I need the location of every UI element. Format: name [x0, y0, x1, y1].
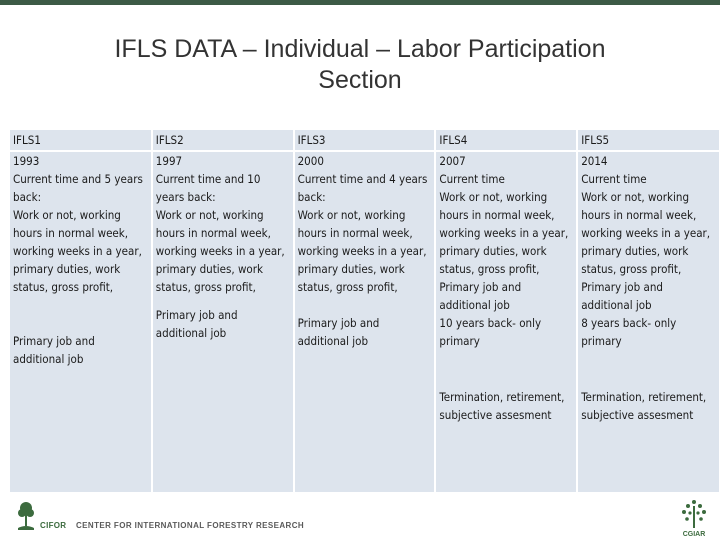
header-ifls4: IFLS4 [435, 130, 577, 151]
jobs-note-ifls5: 8 years back- only primary [581, 316, 677, 348]
footer [0, 494, 720, 540]
slide-title-line-1: IFLS DATA – Individual – Labor Participation [114, 35, 606, 63]
header-ifls5: IFLS5 [577, 130, 719, 151]
jobs-note-ifls4: 10 years back- only primary [439, 316, 542, 348]
top-accent-bar [0, 0, 720, 5]
scope-ifls1: Current time and 5 years back: [13, 172, 143, 204]
ifls-survey-table [10, 130, 719, 492]
termination-ifls5: Termination, retirement, subjective assesment [581, 390, 707, 422]
cell-ifls2 [152, 151, 294, 492]
variables-ifls2: Work or not, working hours in normal week, working weeks in a year, primary duties, work status, gross profit, [155, 208, 285, 294]
jobs-ifls3: Primary job and additional job [297, 316, 380, 348]
cell-ifls1 [10, 151, 152, 492]
cifor-logo-text: CIFOR [40, 521, 67, 530]
scope-ifls5: Current time [581, 172, 647, 186]
variables-ifls4: Work or not, working hours in normal week, working weeks in a year, primary duties, work status, gross profit, [439, 190, 569, 276]
jobs-ifls1: Primary job and additional job [13, 334, 95, 366]
scope-ifls4: Current time [439, 172, 505, 186]
variables-ifls1: Work or not, working hours in normal week, working weeks in a year, primary duties, work status, gross profit, [13, 208, 142, 294]
year-ifls1: 1993 [13, 154, 40, 168]
variables-ifls5: Work or not, working hours in normal week, working weeks in a year, primary duties, work status, gross profit, [581, 190, 711, 276]
header-ifls3: IFLS3 [294, 130, 436, 151]
scope-ifls2: Current time and 10 years back: [155, 172, 261, 204]
table-body-row [10, 151, 719, 492]
footer-caption: CENTER FOR INTERNATIONAL FORESTRY RESEARCH [76, 521, 305, 530]
cell-ifls4 [435, 151, 577, 492]
year-ifls3: 2000 [297, 154, 324, 168]
jobs-ifls2: Primary job and additional job [155, 308, 238, 340]
scope-ifls3: Current time and 4 years back: [297, 172, 428, 204]
cifor-tree-icon [16, 500, 60, 536]
slide-title-line-2: Section [318, 66, 402, 94]
cell-ifls3 [294, 151, 436, 492]
slide-title [40, 34, 680, 96]
jobs-ifls5: Primary job and additional job [581, 280, 663, 312]
cgiar-logo-icon [676, 496, 712, 538]
year-ifls4: 2007 [439, 154, 466, 168]
variables-ifls3: Work or not, working hours in normal week, working weeks in a year, primary duties, work status, gross profit, [297, 208, 427, 294]
cell-ifls5 [577, 151, 719, 492]
jobs-ifls4: Primary job and additional job [439, 280, 522, 312]
year-ifls2: 1997 [155, 154, 183, 168]
cgiar-logo-text: CGIAR [682, 531, 706, 538]
header-ifls1: IFLS1 [10, 130, 152, 151]
table-header-row [10, 130, 719, 151]
termination-ifls4: Termination, retirement, subjective assesment [439, 390, 565, 422]
header-ifls2: IFLS2 [152, 130, 294, 151]
year-ifls5: 2014 [581, 154, 608, 168]
